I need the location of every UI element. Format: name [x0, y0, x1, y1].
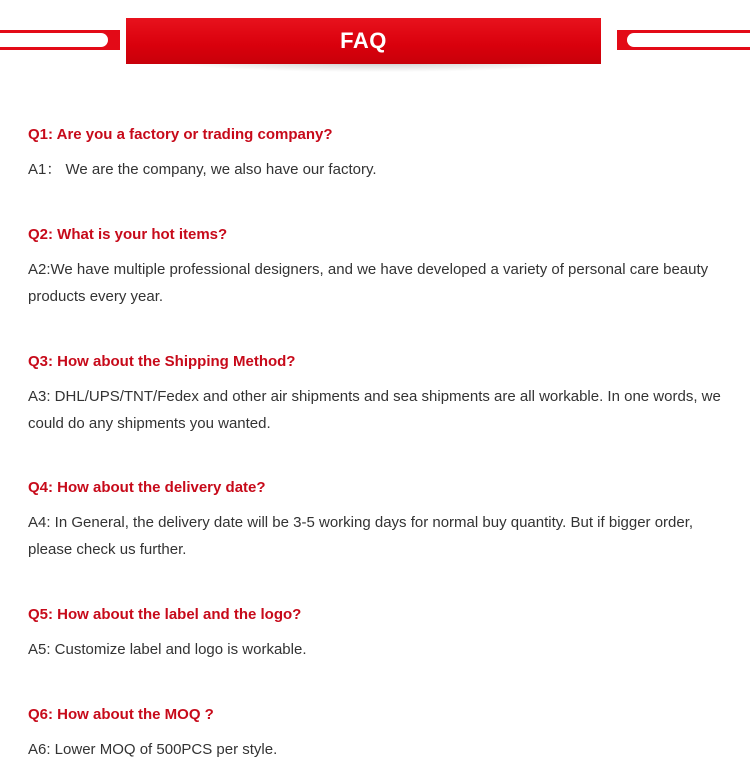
- faq-answer: A5: Customize label and logo is workable.: [28, 641, 307, 658]
- faq-item-4: [28, 478, 728, 563]
- faq-question: Q1: Are you a factory or trading company?: [28, 126, 333, 143]
- faq-item-1: [28, 125, 728, 184]
- banner-right-decoration: [617, 30, 750, 50]
- faq-banner: [126, 18, 601, 64]
- faq-item-2: [28, 225, 728, 310]
- faq-question: Q3: How about the Shipping Method?: [28, 353, 296, 370]
- faq-question: Q2: What is your hot items?: [28, 226, 228, 243]
- faq-question: Q4: How about the delivery date?: [28, 479, 266, 496]
- faq-item-5: [28, 605, 728, 664]
- banner-left-decoration: [0, 30, 120, 50]
- page-title: FAQ: [340, 28, 387, 53]
- faq-answer: A6: Lower MOQ of 500PCS per style.: [28, 741, 278, 758]
- faq-answer: A4: In General, the delivery date will be 3-5 working days for normal buy quantity. But if bigger order, please check us further.: [28, 514, 694, 558]
- faq-question: Q6: How about the MOQ ?: [28, 706, 214, 723]
- faq-answer: A3: DHL/UPS/TNT/Fedex and other air shipments and sea shipments are all workable. In one words, we could do any shipments you wanted.: [28, 388, 721, 432]
- faq-answer: A1： We are the company, we also have our factory.: [28, 161, 377, 178]
- faq-item-3: [28, 352, 728, 437]
- faq-item-6: [28, 705, 728, 764]
- faq-answer: A2:We have multiple professional designers, and we have developed a variety of personal care beauty products every year.: [28, 261, 709, 305]
- faq-question: Q5: How about the label and the logo?: [28, 606, 302, 623]
